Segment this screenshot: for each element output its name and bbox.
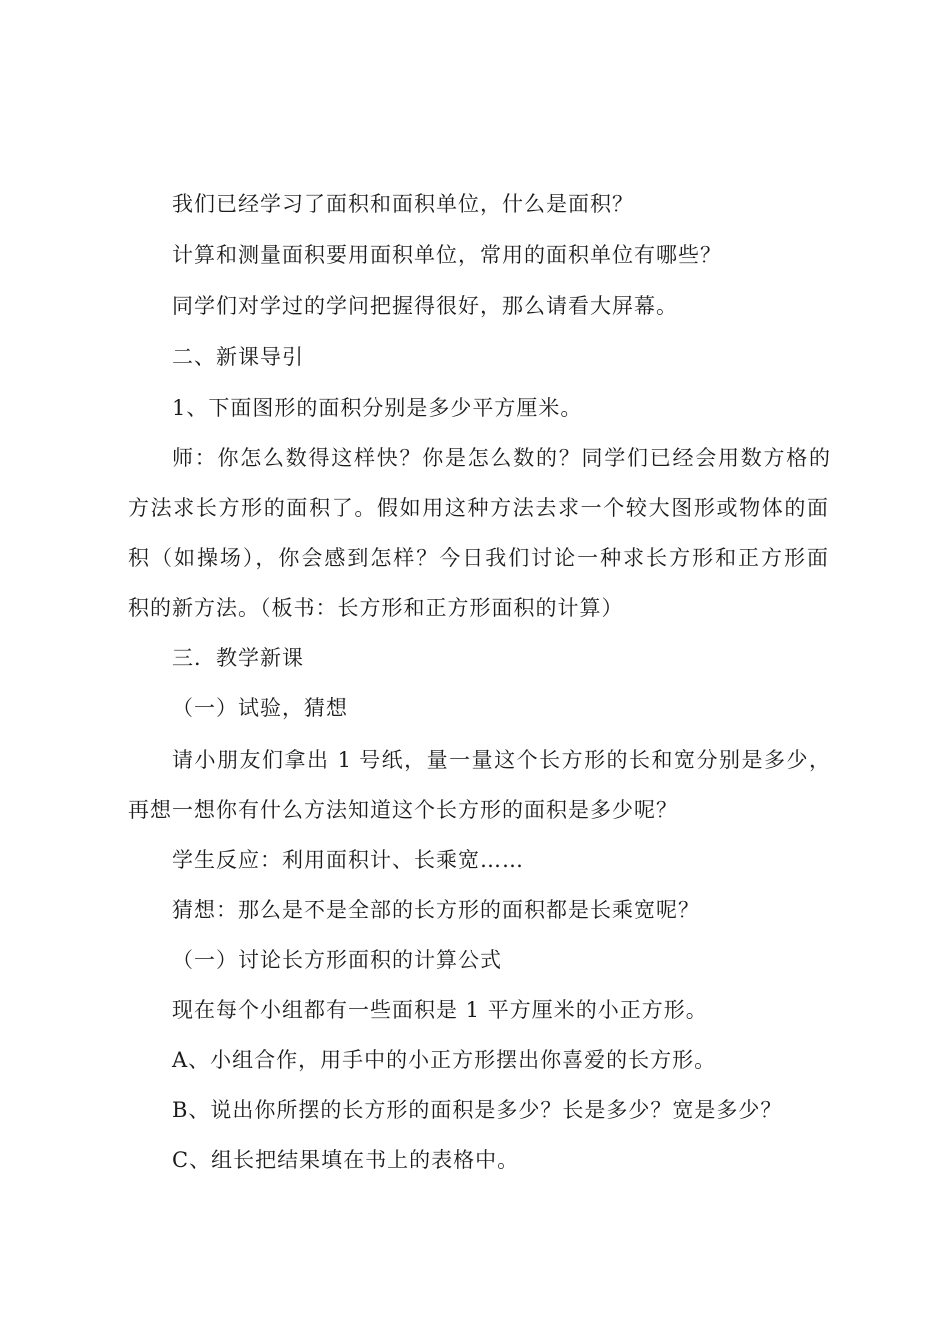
paragraph-line-3: 同学们对学过的学问把握得很好，那么请看大屏幕。 (172, 294, 678, 318)
list-item-a: A、小组合作，用手中的小正方形摆出你喜爱的长方形。 (172, 1048, 717, 1072)
subsection-heading-1: （一）试验，猜想 (172, 696, 348, 720)
section-heading-3: 三．教学新课 (172, 646, 304, 670)
paragraph-line-9: 积的新方法。（板书：长方形和正方形面积的计算） (128, 596, 624, 620)
paragraph-line-5: 1、下面图形的面积分别是多少平方厘米。 (172, 396, 583, 420)
paragraph-line-2: 计算和测量面积要用面积单位，常用的面积单位有哪些？ (172, 243, 722, 267)
list-item-b: B、说出你所摆的长方形的面积是多少？长是多少？宽是多少？ (172, 1098, 783, 1122)
paragraph-line-1: 我们已经学习了面积和面积单位，什么是面积？ (172, 192, 634, 216)
paragraph-line-8: 积（如操场），你会感到怎样？今日我们讨论一种求长方形和正方形面 (128, 546, 828, 570)
subsection-heading-2: （一）讨论长方形面积的计算公式 (172, 948, 502, 972)
paragraph-line-17: 现在每个小组都有一些面积是 1 平方厘米的小正方形。 (172, 998, 708, 1022)
paragraph-line-6: 师：你怎么数得这样快？你是怎么数的？同学们已经会用数方格的 (172, 446, 830, 470)
paragraph-line-14: 学生反应：利用面积计、长乘宽…… (172, 848, 524, 872)
paragraph-line-13: 再想一想你有什么方法知道这个长方形的面积是多少呢？ (128, 798, 678, 822)
paragraph-line-12: 请小朋友们拿出 1 号纸，量一量这个长方形的长和宽分别是多少， (172, 748, 830, 772)
paragraph-line-7: 方法求长方形的面积了。假如用这种方法去求一个较大图形或物体的面 (128, 496, 828, 520)
list-item-c: C、组长把结果填在书上的表格中。 (172, 1148, 520, 1172)
section-heading-2: 二、新课导引 (172, 345, 304, 369)
paragraph-line-15: 猜想：那么是不是全部的长方形的面积都是长乘宽呢？ (172, 898, 700, 922)
